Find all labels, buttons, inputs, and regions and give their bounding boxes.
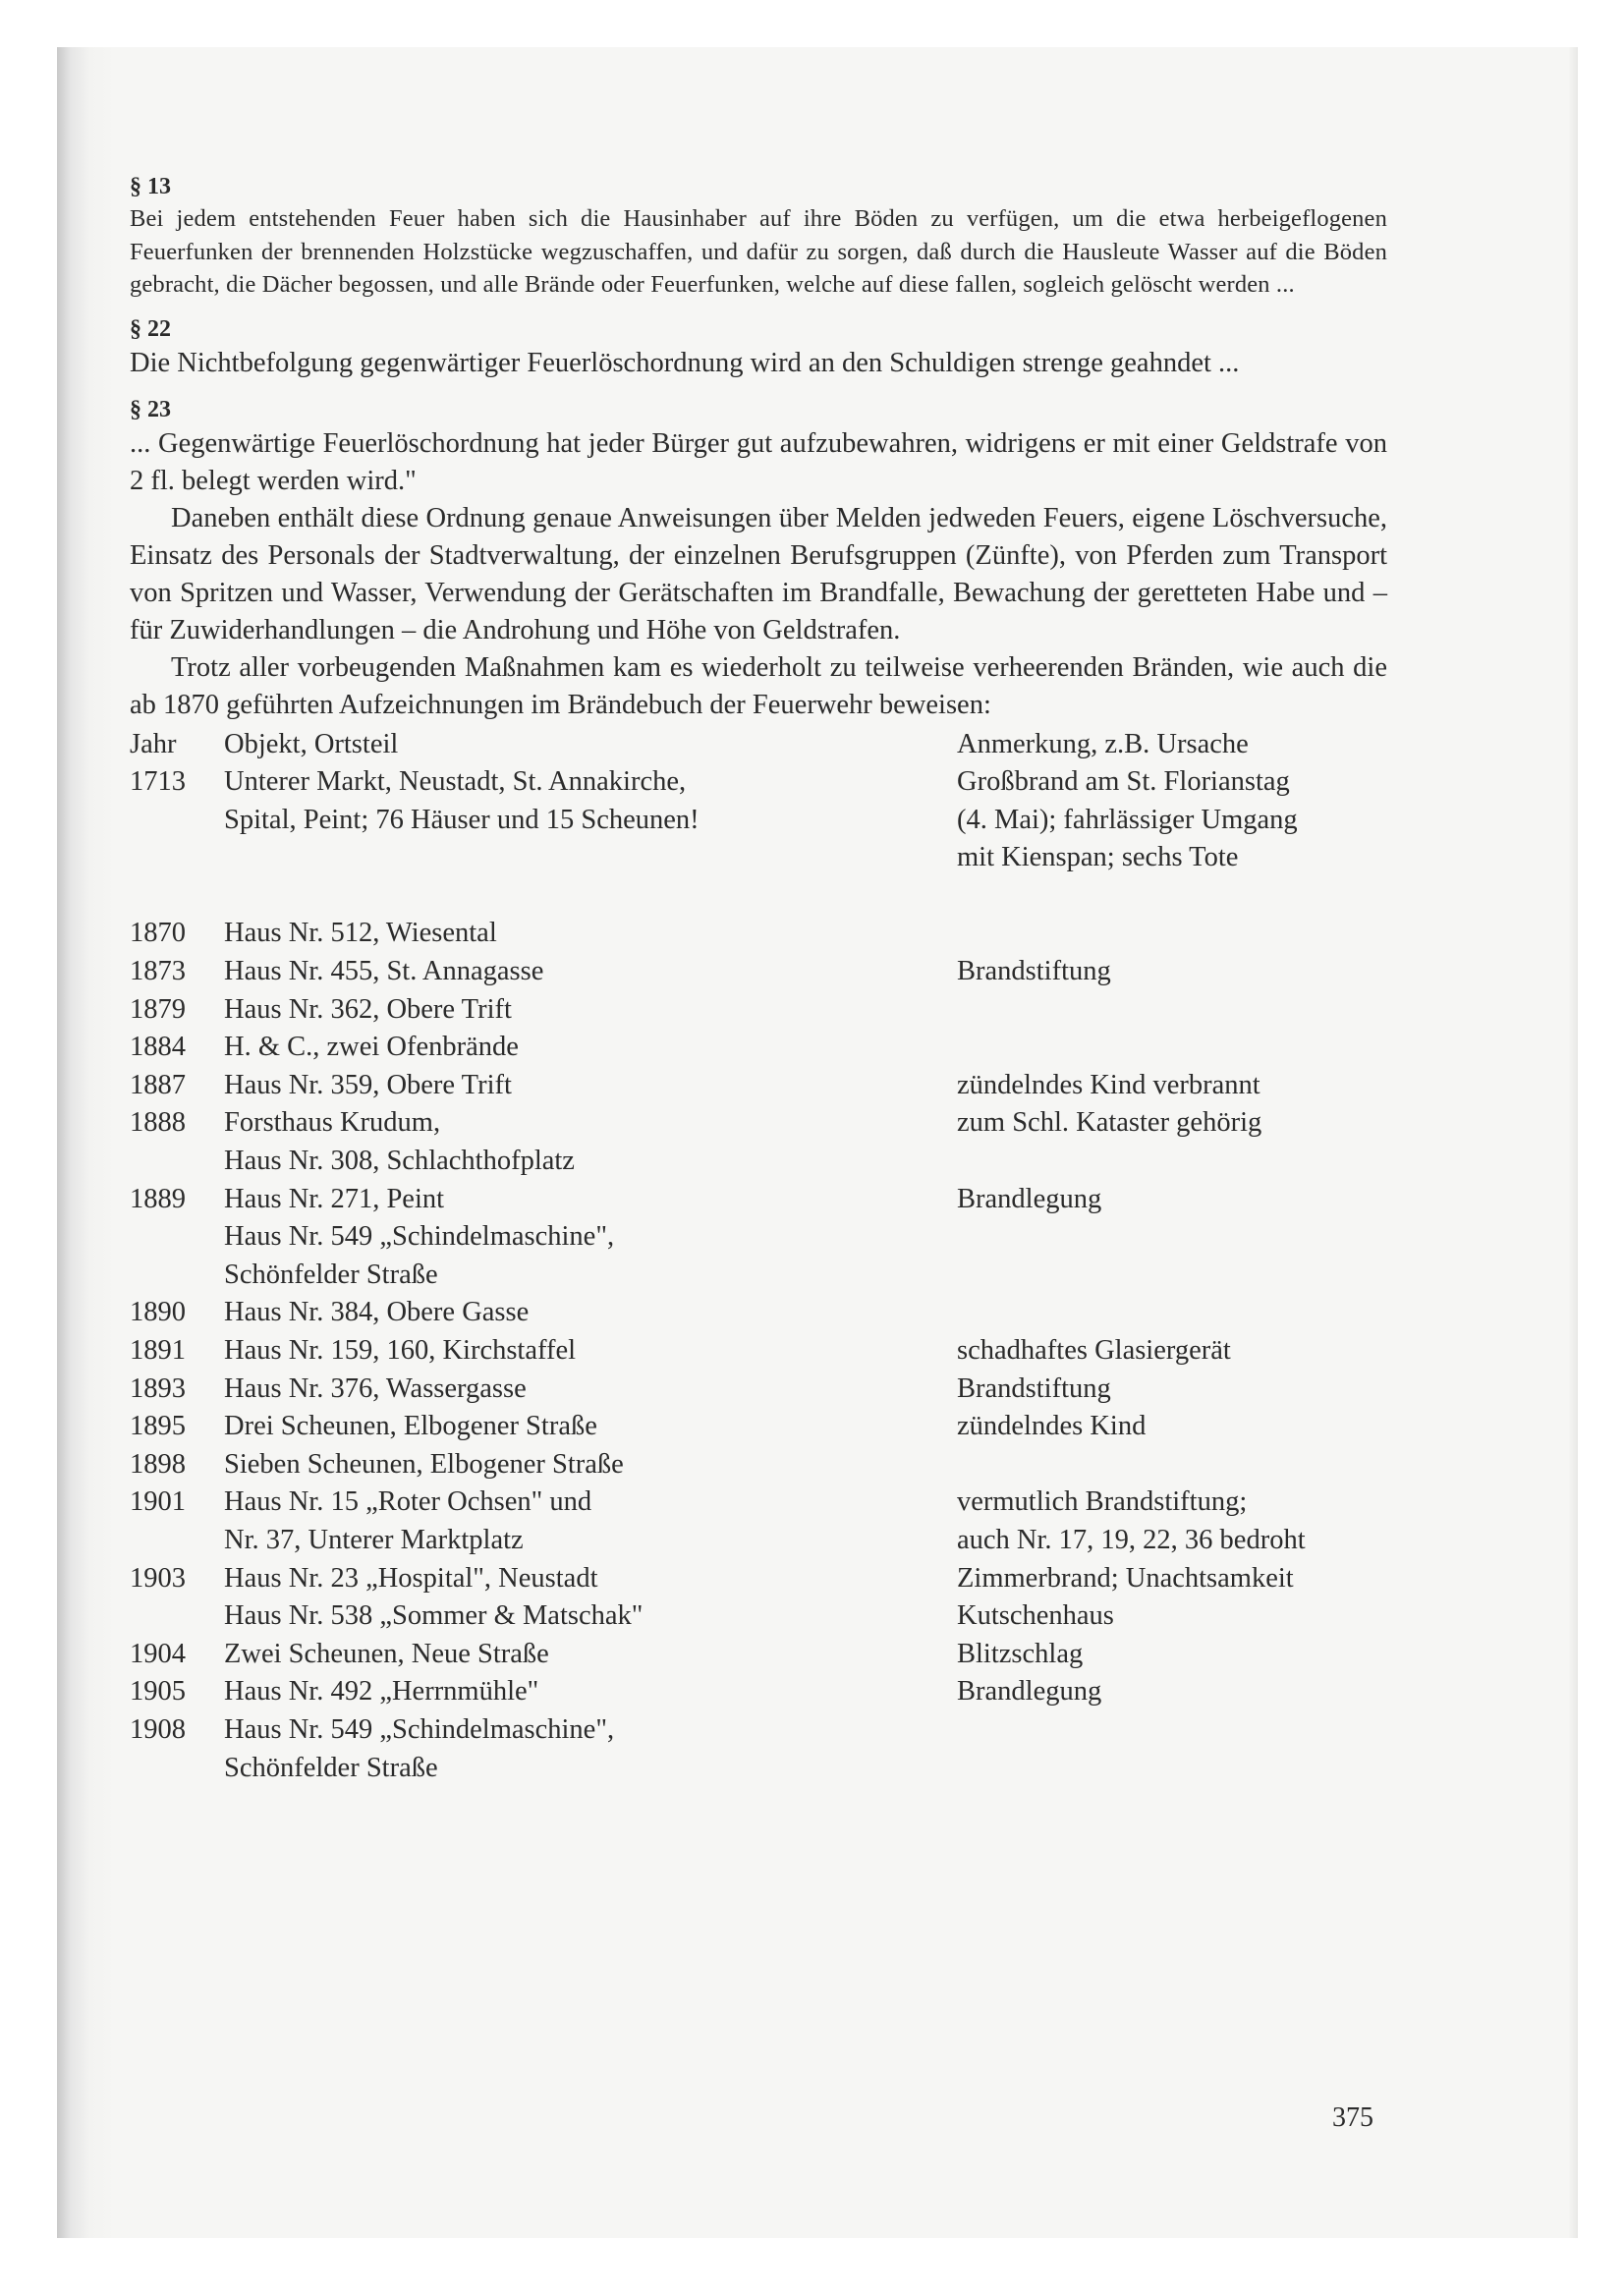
header-year: Jahr [130, 728, 177, 759]
body-paragraph: Daneben enthält diese Ordnung genaue Anweisungen über Melden jedweden Feuers, eigene Löschversuche, Einsatz des Personals der Stadtverwaltung, der einzelnen Berufsgruppen (Zünfte), von Pferden zum Transport von Spritzen und Wasser, Verwendung der Gerätschaften im Brandfalle, Bewachung der geretteten Habe und – für Zuwiderhandlungen – die Androhung und Höhe von Geldstrafen. [130, 502, 1387, 645]
object-line: Forsthaus Krudum, [224, 1107, 441, 1139]
row-object [224, 1484, 957, 1559]
row-note [957, 1067, 1387, 1105]
object-line: Haus Nr. 15 „Roter Ochsen" und [224, 1486, 592, 1518]
body-paragraph: Trotz aller vorbeugenden Maßnahmen kam es wiederholt zu teilweise verheerenden Bränden, wie auch die ab 1870 geführten Aufzeichnungen im Brändebuch der Feuerwehr beweisen: [130, 651, 1387, 720]
object-line: Unterer Markt, Neustadt, St. Annakirche, [224, 766, 687, 798]
row-object [224, 1294, 957, 1332]
object-line: Haus Nr. 384, Obere Gasse [224, 1297, 530, 1328]
table-row [130, 991, 1387, 1030]
object-line: Drei Scheunen, Elbogener Straße [224, 1411, 597, 1442]
note-line: zündelndes Kind [957, 1411, 1147, 1442]
row-year: 1898 [130, 1448, 186, 1480]
section-23 [130, 394, 1387, 500]
table-header [130, 726, 1387, 764]
row-note [957, 1446, 1387, 1484]
row-year: 1895 [130, 1411, 186, 1442]
row-note [957, 991, 1387, 1030]
row-year: 1870 [130, 918, 186, 949]
row-note [957, 1636, 1387, 1674]
note-line [957, 1294, 1387, 1332]
note-line: Zimmerbrand; Unachtsamkeit [957, 1562, 1294, 1594]
object-line: Haus Nr. 362, Obere Trift [224, 993, 512, 1025]
object-line: Schönfelder Straße [224, 1259, 438, 1290]
row-note [957, 1104, 1387, 1180]
row-year: 1873 [130, 956, 186, 987]
table-row [130, 1484, 1387, 1559]
note-line: (4. Mai); fahrlässiger Umgang [957, 804, 1298, 835]
row-note [957, 1294, 1387, 1332]
section-heading: § 13 [130, 174, 171, 199]
object-line: Haus Nr. 455, St. Annagasse [224, 956, 544, 987]
header-object: Objekt, Ortsteil [224, 728, 399, 759]
row-note [957, 1711, 1387, 1787]
note-line [957, 1143, 1387, 1181]
row-year: 1889 [130, 1183, 186, 1214]
page-content [130, 171, 1387, 1787]
row-year: 1893 [130, 1372, 186, 1404]
row-object [224, 1636, 957, 1674]
note-line: schadhaftes Glasiergerät [957, 1335, 1231, 1366]
book-page [57, 47, 1578, 2238]
table-row [130, 1294, 1387, 1332]
object-line: Haus Nr. 159, 160, Kirchstaffel [224, 1335, 577, 1366]
object-line: H. & C., zwei Ofenbrände [224, 1032, 519, 1063]
row-object [224, 953, 957, 991]
row-note [957, 1560, 1387, 1636]
section-text: Bei jedem entstehenden Feuer haben sich die Hausinhaber auf ihre Böden zu verfügen, um die etwa herbeigeflogenen Feuerfunken der brennenden Holzstücke wegzuschaffen, und dafür zu sorgen, daß durch die Hausleute Wasser auf die Böden gebracht, die Dächer begossen, und alle Brände oder Feuerfunken, welche auf diese fallen, sogleich gelöscht werden ... [130, 205, 1387, 298]
table-row [130, 1636, 1387, 1674]
note-line: Brandstiftung [957, 956, 1111, 987]
object-line [224, 877, 957, 916]
section-heading: § 23 [130, 396, 171, 422]
table-row [130, 1711, 1387, 1787]
row-note [957, 763, 1387, 915]
object-line: Haus Nr. 23 „Hospital", Neustadt [224, 1562, 598, 1594]
table-row [130, 1104, 1387, 1180]
row-note [957, 1371, 1387, 1409]
table-row [130, 915, 1387, 953]
note-line [957, 877, 1387, 916]
table-row [130, 1560, 1387, 1636]
row-year: 1884 [130, 1032, 186, 1063]
object-line: Schönfelder Straße [224, 1752, 438, 1783]
table-row [130, 1371, 1387, 1409]
row-year: 1901 [130, 1486, 186, 1518]
section-heading: § 22 [130, 315, 171, 342]
row-year: 1713 [130, 766, 186, 798]
note-line: auch Nr. 17, 19, 22, 36 bedroht [957, 1524, 1306, 1555]
row-year: 1908 [130, 1713, 186, 1745]
row-object [224, 1560, 957, 1636]
note-line: Brandstiftung [957, 1372, 1111, 1404]
object-line: Haus Nr. 308, Schlachthofplatz [224, 1146, 575, 1177]
object-line [224, 839, 957, 877]
row-note [957, 953, 1387, 991]
row-year: 1903 [130, 1562, 186, 1594]
row-year: 1887 [130, 1069, 186, 1100]
row-object [224, 1104, 957, 1180]
object-line: Haus Nr. 549 „Schindelmaschine", [224, 1221, 615, 1253]
object-line: Spital, Peint; 76 Häuser und 15 Scheunen! [224, 804, 700, 835]
object-line: Haus Nr. 271, Peint [224, 1183, 445, 1214]
row-object [224, 915, 957, 953]
row-year: 1904 [130, 1638, 186, 1669]
object-line: Sieben Scheunen, Elbogener Straße [224, 1448, 624, 1480]
note-line: zündelndes Kind verbrannt [957, 1069, 1260, 1100]
section-13 [130, 171, 1387, 302]
row-year: 1905 [130, 1676, 186, 1708]
object-line: Haus Nr. 359, Obere Trift [224, 1069, 512, 1100]
row-note [957, 1029, 1387, 1067]
row-object [224, 991, 957, 1030]
note-line [957, 991, 1387, 1030]
note-line: vermutlich Brandstiftung; [957, 1486, 1248, 1518]
note-line [957, 1446, 1387, 1484]
object-line: Zwei Scheunen, Neue Straße [224, 1638, 549, 1669]
table-body [130, 763, 1387, 1787]
section-22 [130, 313, 1387, 382]
note-line [957, 1029, 1387, 1067]
object-line: Haus Nr. 376, Wassergasse [224, 1372, 527, 1404]
note-line: Brandlegung [957, 1183, 1102, 1214]
row-note [957, 1332, 1387, 1371]
row-object [224, 1673, 957, 1711]
note-line [957, 1711, 1387, 1750]
row-object [224, 1332, 957, 1371]
fire-table [130, 726, 1387, 1788]
object-line: Nr. 37, Unterer Marktplatz [224, 1524, 524, 1555]
row-year: 1891 [130, 1335, 186, 1366]
row-year: 1879 [130, 993, 186, 1025]
table-row [130, 953, 1387, 991]
object-line: Haus Nr. 492 „Herrnmühle" [224, 1676, 539, 1708]
header-note: Anmerkung, z.B. Ursache [957, 728, 1249, 759]
note-line: mit Kienspan; sechs Tote [957, 842, 1239, 873]
table-row [130, 1181, 1387, 1295]
row-note [957, 1408, 1387, 1446]
note-line: zum Schl. Kataster gehörig [957, 1107, 1262, 1139]
section-text: Die Nichtbefolgung gegenwärtiger Feuerlöschordnung wird an den Schuldigen strenge geahndet ... [130, 347, 1240, 378]
row-object [224, 1371, 957, 1409]
object-line: Haus Nr. 549 „Schindelmaschine", [224, 1713, 615, 1745]
row-note [957, 1181, 1387, 1295]
row-year: 1888 [130, 1107, 186, 1139]
row-object [224, 763, 957, 915]
object-line: Haus Nr. 512, Wiesental [224, 918, 497, 949]
row-object [224, 1067, 957, 1105]
table-row [130, 1408, 1387, 1446]
note-line: Kutschenhaus [957, 1600, 1114, 1632]
note-line: Blitzschlag [957, 1638, 1084, 1669]
row-object [224, 1408, 957, 1446]
row-year: 1890 [130, 1297, 186, 1328]
note-line [957, 1750, 1387, 1788]
row-object [224, 1446, 957, 1484]
row-note [957, 1484, 1387, 1559]
note-line [957, 1257, 1387, 1295]
table-row [130, 1446, 1387, 1484]
table-row [130, 763, 1387, 915]
table-row [130, 1673, 1387, 1711]
object-line: Haus Nr. 538 „Sommer & Matschak" [224, 1600, 644, 1632]
page-number: 375 [1332, 2102, 1373, 2133]
table-row [130, 1067, 1387, 1105]
table-row [130, 1332, 1387, 1371]
note-line: Großbrand am St. Florianstag [957, 766, 1290, 798]
note-line [957, 1218, 1387, 1257]
note-line: Brandlegung [957, 1676, 1102, 1708]
table-row [130, 1029, 1387, 1067]
row-object [224, 1181, 957, 1295]
note-line [957, 915, 1387, 953]
row-object [224, 1029, 957, 1067]
row-note [957, 1673, 1387, 1711]
row-note [957, 915, 1387, 953]
section-text: ... Gegenwärtige Feuerlöschordnung hat jeder Bürger gut aufzubewahren, widrigens er mit einer Geldstrafe von 2 fl. belegt werden wird." [130, 427, 1387, 496]
row-object [224, 1711, 957, 1787]
